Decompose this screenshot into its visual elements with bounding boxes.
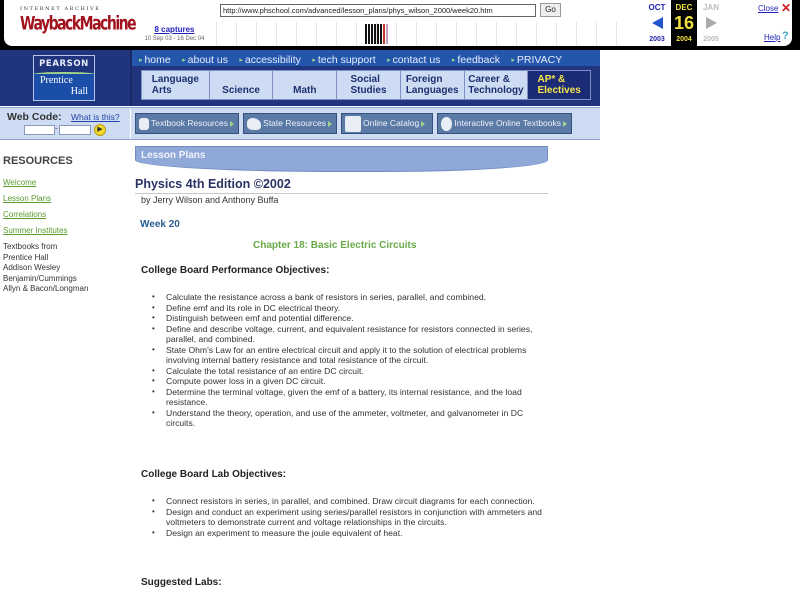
tab-label: Math <box>293 85 317 96</box>
list-item: • Calculate the resistance across a bank of resistors in series, parallel, and combined. <box>152 292 552 303</box>
arrow-right-icon <box>328 121 332 127</box>
close-x-icon[interactable]: ✕ <box>781 1 792 15</box>
lab-objectives-list <box>152 496 552 538</box>
captures-sparkline[interactable] <box>216 22 636 46</box>
nav-privacy[interactable]: ▸ PRIVACY <box>511 52 562 69</box>
state-resources-button[interactable] <box>243 113 337 134</box>
list-item: • Design and conduct an experiment using series/parallel resistors in conjunction with ammeters and voltmeters to demonstrate current and voltage relationships in the circuits. <box>152 507 552 528</box>
nav-home[interactable]: ▸ home <box>139 52 171 69</box>
sidebar-link-summer-institutes[interactable]: Summer Institutes <box>3 226 68 235</box>
resources-heading: RESOURCES <box>3 155 73 167</box>
prev-month-label: OCT <box>648 3 666 12</box>
online-catalog-button[interactable] <box>341 113 433 134</box>
list-item: • Compute power loss in a given DC circuit. <box>152 376 552 387</box>
sidebar-link-lesson-plans[interactable]: Lesson Plans <box>3 194 52 203</box>
performance-objectives-heading: College Board Performance Objectives: <box>141 265 330 276</box>
web-code-separator: - <box>55 123 58 133</box>
page-title: Physics 4th Edition ©2002 <box>135 177 291 191</box>
resource-bar <box>0 107 600 140</box>
what-is-this-link[interactable]: What is this? <box>71 112 120 122</box>
book-stack-icon <box>345 116 361 132</box>
button-label: Online Catalog <box>363 118 420 128</box>
current-month-label: DEC <box>675 3 693 12</box>
current-month <box>671 0 697 46</box>
tab-science[interactable] <box>210 71 273 99</box>
wordmark-machine: Machine <box>79 13 136 35</box>
resource-buttons <box>135 113 572 134</box>
wordmark-wayback: Wayback <box>20 13 80 35</box>
button-label: Interactive Online Textbooks <box>454 118 561 128</box>
tab-label-line2: Arts <box>151 85 172 96</box>
question-mark-icon[interactable]: ? <box>782 30 789 42</box>
title-divider <box>135 193 548 194</box>
current-year-label: 2004 <box>676 36 692 43</box>
static-line: Textbooks from <box>3 242 58 251</box>
list-item: • Distinguish between emf and potential difference. <box>152 313 552 324</box>
web-code-field-2[interactable] <box>59 125 91 135</box>
button-label: State Resources <box>263 118 326 128</box>
lab-objectives-heading: College Board Lab Objectives: <box>141 469 287 480</box>
textbooks-from-list <box>3 242 88 295</box>
next-month-label: JAN <box>702 3 719 12</box>
captures-range: 10 Sep 03 - 16 Dec 04 <box>144 36 205 42</box>
list-item: • State Ohm's Law for an entire electrical circuit and apply it to the solution of electrical problems involving internal battery resistance and total resistance of the circuit. <box>152 345 552 366</box>
captures-info <box>132 25 217 42</box>
list-item: • Understand the theory, operation, and use of the ammeter, voltmeter, and galvanometer in DC circuits. <box>152 408 552 429</box>
tab-language-arts[interactable] <box>142 71 209 99</box>
logo-prentice-text: Prentice <box>40 75 73 86</box>
list-item: • Connect resistors in series, in parallel, and combined. Draw circuit diagrams for each connection. <box>152 496 552 507</box>
arrow-right-icon <box>421 121 425 127</box>
subject-tabs <box>141 70 591 100</box>
top-nav-links <box>132 50 600 66</box>
triangle-left-icon[interactable] <box>652 17 663 29</box>
nav-about-us[interactable]: ▸ about us <box>182 52 228 69</box>
tab-label-line2: Technology <box>468 85 524 96</box>
list-item: • Determine the terminal voltage, given the emf of a battery, its internal resistance, and the load resistance. <box>152 387 552 408</box>
banner-label: Lesson Plans <box>141 150 206 161</box>
next-month[interactable] <box>698 0 724 46</box>
static-line: Prentice Hall <box>3 252 49 262</box>
suggested-labs-heading: Suggested Labs: <box>141 577 222 588</box>
list-item: • Calculate the total resistance of an entire DC circuit. <box>152 366 552 377</box>
tab-label-line1: AP* & <box>537 74 566 85</box>
wayback-toolbar-panel <box>4 0 792 46</box>
sidebar-link-welcome[interactable]: Welcome <box>3 178 37 187</box>
resource-bar-divider <box>130 108 131 139</box>
tab-career-technology[interactable] <box>465 71 528 99</box>
list-item: • Design an experiment to measure the joule equivalent of heat. <box>152 528 552 539</box>
captures-link[interactable]: 8 captures <box>154 25 195 34</box>
nav-accessibility[interactable]: ▸ accessibility <box>239 52 301 69</box>
mouse-icon <box>441 117 452 131</box>
tab-foreign-languages[interactable] <box>401 71 464 99</box>
tab-label: Science <box>222 85 260 96</box>
static-line: Allyn & Bacon/Longman <box>3 284 89 293</box>
help-link[interactable]: Help <box>764 33 781 42</box>
logo-pearson-text: PEARSON <box>34 56 94 73</box>
list-item: • Define and describe voltage, current, and equivalent resistance for resistors connected in series, parallel, and combined. <box>152 324 552 345</box>
tab-label-line1: Foreign <box>405 74 443 85</box>
tab-ap-electives[interactable] <box>528 71 590 99</box>
list-item: • Define emf and its role in DC electrical theory. <box>152 303 552 314</box>
textbook-resources-button[interactable] <box>135 113 239 134</box>
web-code-label: Web Code: <box>7 111 62 123</box>
sidebar-link-correlations[interactable]: Correlations <box>3 210 47 219</box>
go-button[interactable]: Go <box>540 3 561 17</box>
calendar-nav <box>644 0 724 46</box>
authors: by Jerry Wilson and Anthony Buffa <box>141 195 279 205</box>
us-map-icon <box>247 118 261 130</box>
week-heading: Week 20 <box>140 219 180 230</box>
prev-month[interactable] <box>644 0 670 46</box>
static-line: Benjamin/Cummings <box>3 273 77 283</box>
web-code-field-1[interactable] <box>24 125 55 135</box>
button-label: Textbook Resources <box>150 118 228 128</box>
nav-tech-support[interactable]: ▸ tech support <box>312 52 375 69</box>
arrow-right-icon <box>230 121 234 127</box>
url-input[interactable]: http://www.phschool.com/advanced/lesson_plans/phys_wilson_2000/week20.htm <box>220 4 536 17</box>
arrow-right-icon <box>563 121 567 127</box>
tab-math[interactable] <box>273 71 336 99</box>
open-book-icon <box>139 118 149 130</box>
tab-label-line1: Social <box>350 74 380 85</box>
chapter-heading: Chapter 18: Basic Electric Circuits <box>253 240 417 251</box>
tab-label-line1: Language <box>151 74 199 85</box>
wayback-machine-wordmark <box>20 13 136 35</box>
internet-archive-label: INTERNET ARCHIVE <box>20 6 101 12</box>
wayback-toolbar <box>0 0 800 50</box>
tab-label-line2: Electives <box>537 85 581 96</box>
arrow-right-circle-icon[interactable]: ▶ <box>94 124 106 136</box>
nav-feedback[interactable]: ▸ feedback <box>452 52 500 69</box>
prev-year-label: 2003 <box>649 36 665 43</box>
lesson-plans-banner <box>135 146 548 172</box>
triangle-right-icon[interactable] <box>706 17 717 29</box>
close-link[interactable]: Close <box>758 4 779 13</box>
next-year-label: 2005 <box>703 36 719 43</box>
performance-objectives-list <box>152 292 552 429</box>
interactive-online-textbooks-button[interactable] <box>437 113 572 134</box>
pearson-prentice-hall-logo[interactable] <box>33 55 95 101</box>
tab-label-line1: Career & <box>468 74 510 85</box>
static-line: Addison Wesley <box>3 263 61 272</box>
wayback-logo[interactable] <box>20 6 136 40</box>
tab-label-line2: Studies <box>350 85 387 96</box>
current-day: 16 <box>673 13 695 33</box>
tab-social-studies[interactable] <box>337 71 400 99</box>
logo-hall-text: Hall <box>70 86 88 97</box>
nav-contact-us[interactable]: ▸ contact us <box>387 52 440 69</box>
tab-label-line2: Languages <box>405 85 459 96</box>
